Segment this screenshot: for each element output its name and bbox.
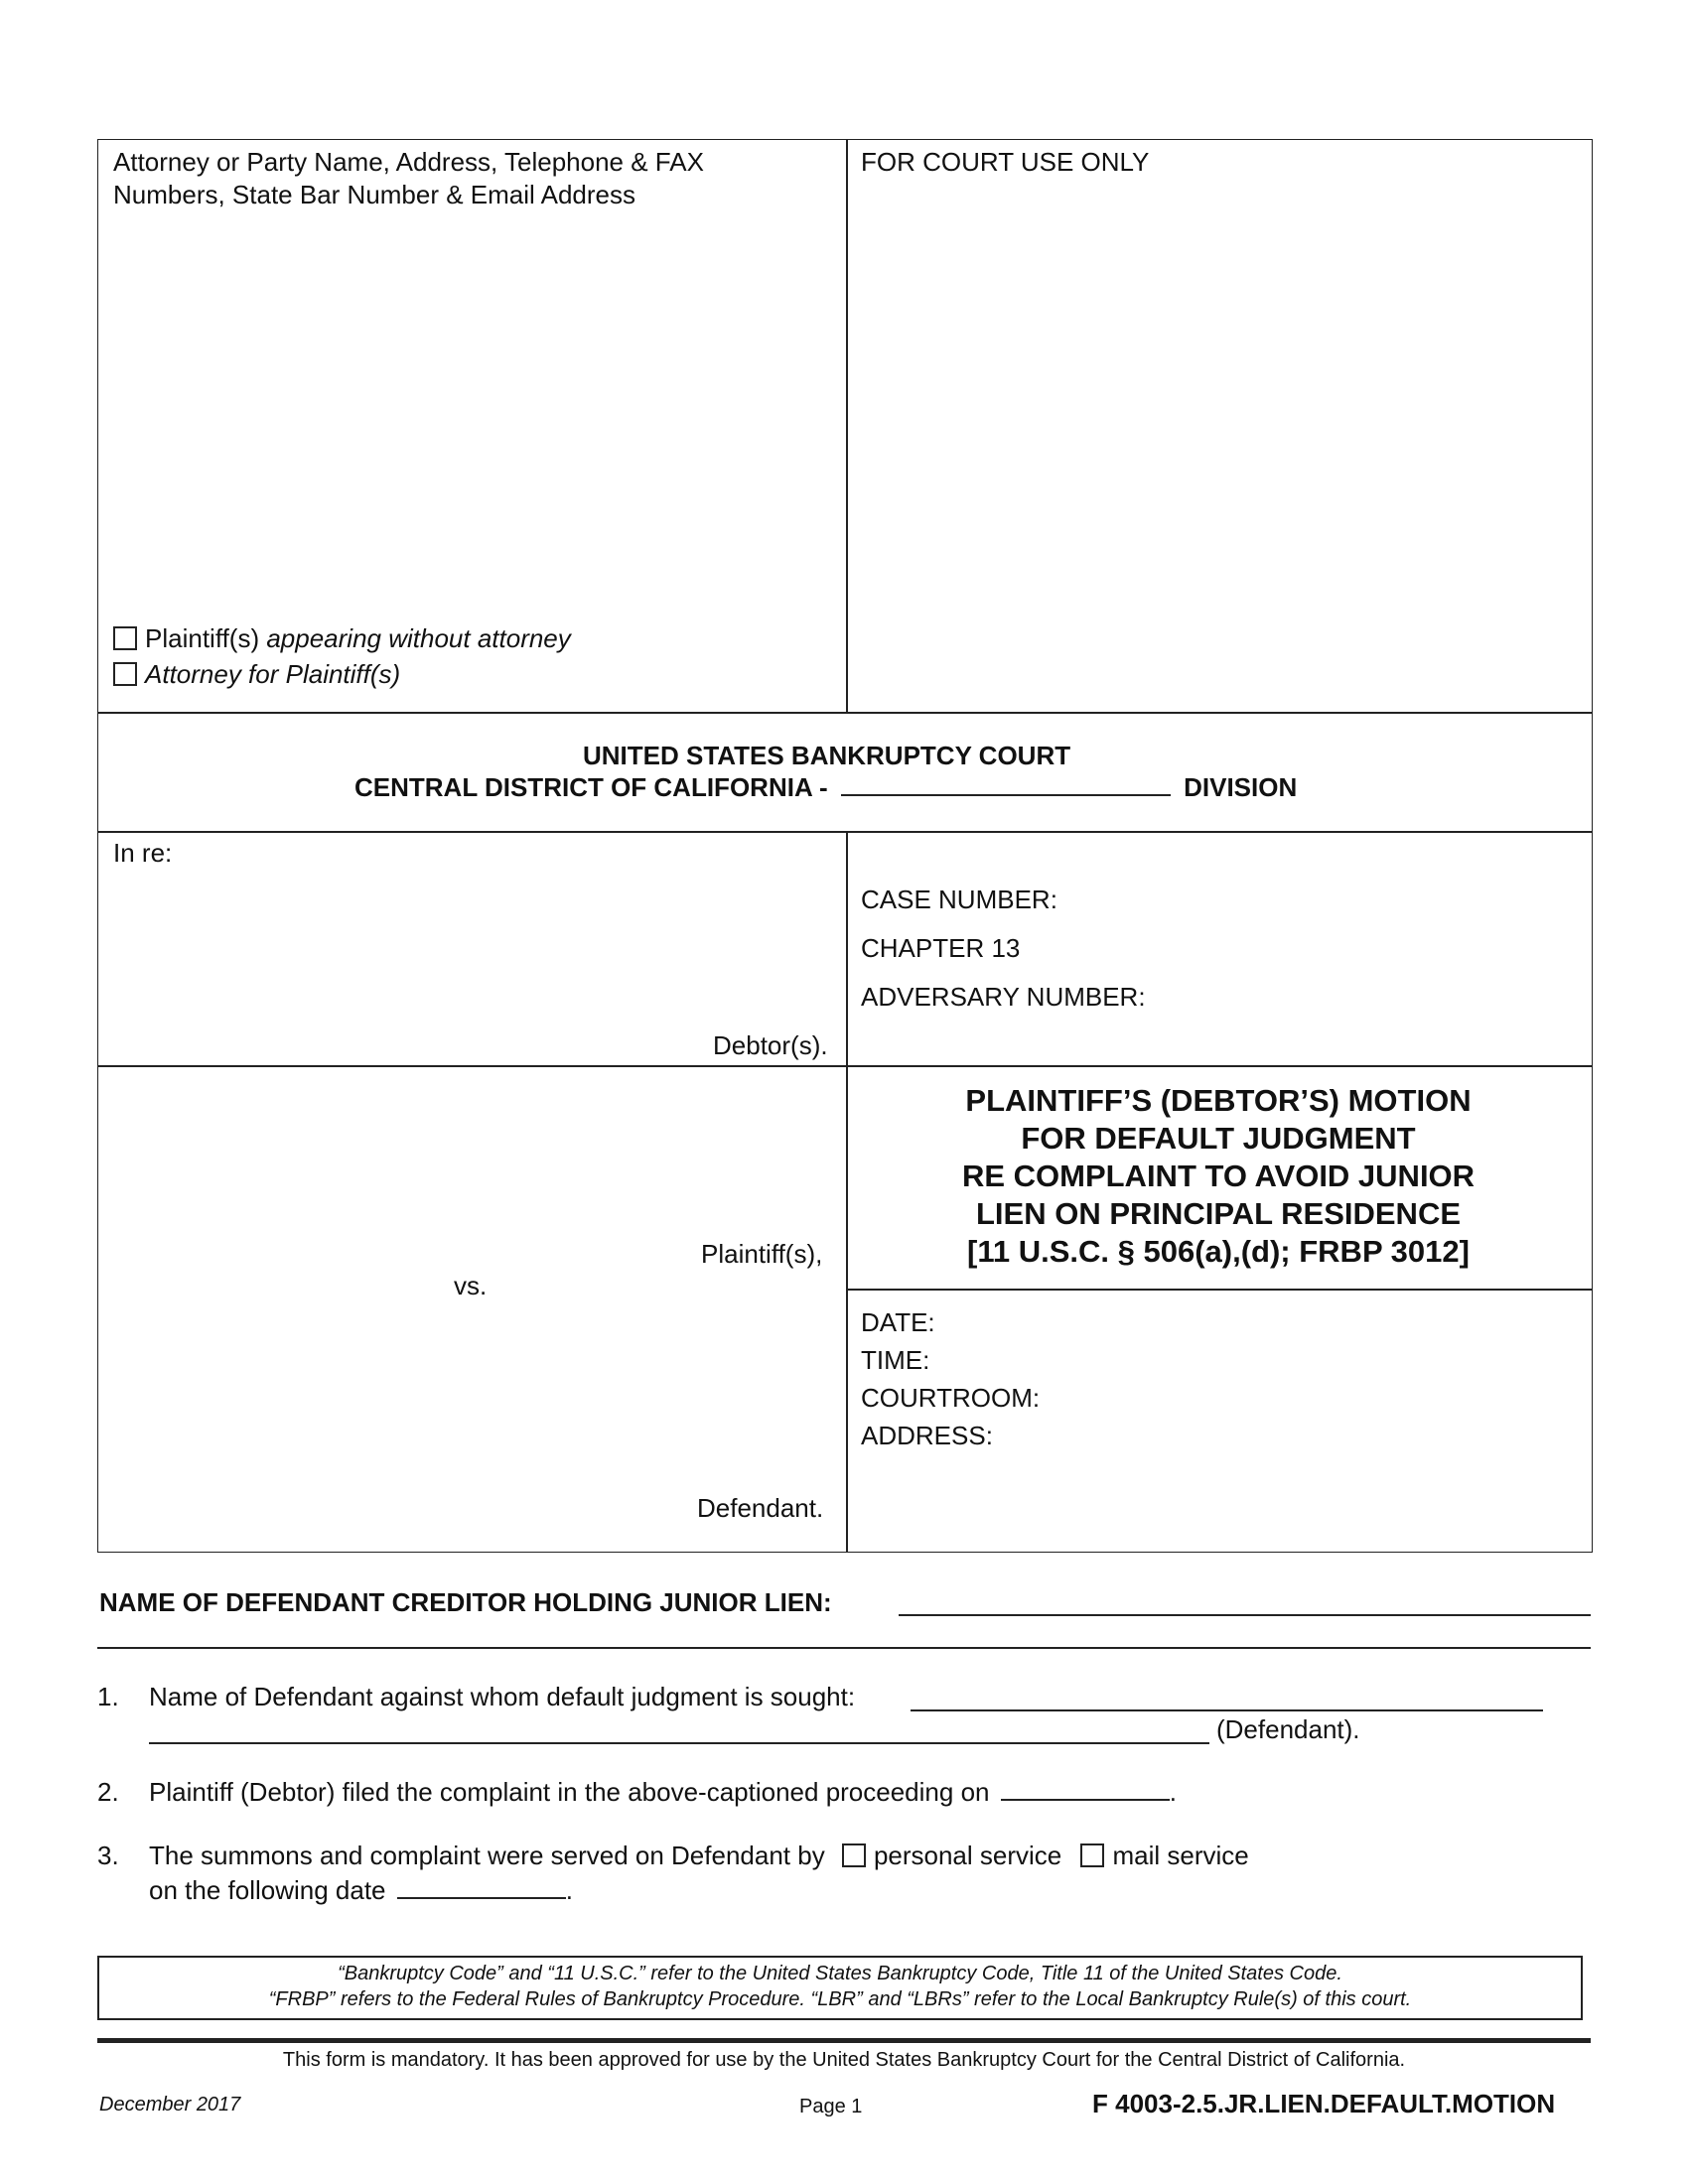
item3-text (149, 1840, 1249, 1872)
caption-divider-top (846, 139, 848, 713)
caption-rule-2 (97, 831, 1593, 833)
court-use-label: FOR COURT USE ONLY (861, 147, 1150, 177)
definitions-line2: “FRBP” refers to the Federal Rules of Bankruptcy Procedure. “LBR” and “LBRs” refer to the Local Bankruptcy Rule(s) of this court. (268, 1988, 1412, 2010)
page-number: Page 1 (799, 2096, 863, 2117)
case-number-label: CASE NUMBER: (861, 885, 1057, 914)
item1-defendant-suffix: (Defendant). (1216, 1714, 1360, 1744)
court-district: CENTRAL DISTRICT OF CALIFORNIA - (354, 772, 828, 802)
form-date: December 2017 (99, 2094, 241, 2116)
personal-service-label: personal service (873, 1841, 1062, 1870)
complaint-filed-date-field[interactable] (1001, 1799, 1170, 1801)
title-line1: PLAINTIFF’S (DEBTOR’S) MOTION (965, 1083, 1472, 1118)
creditor-label: NAME OF DEFENDANT CREDITOR HOLDING JUNIOR LIEN: (99, 1587, 832, 1617)
caption-table (97, 139, 1593, 1553)
hearing-address-label: ADDRESS: (861, 1421, 993, 1450)
attorney-label-line2: Numbers, State Bar Number & Email Address (113, 180, 635, 209)
checkbox2-label: Attorney for Plaintiff(s) (145, 659, 401, 689)
creditor-name-field[interactable] (899, 1614, 1591, 1616)
caption-rule-4 (846, 1289, 1593, 1291)
checkbox1-label-b: appearing without attorney (266, 623, 571, 653)
court-division-suffix: DIVISION (1184, 772, 1298, 802)
item2-number: 2. (97, 1777, 119, 1807)
mandatory-notice: This form is mandatory. It has been approved for use by the United States Bankruptcy Court for the Central District of California. (282, 2049, 1406, 2071)
chapter-label: CHAPTER 13 (861, 933, 1021, 963)
service-date-label: on the following date (149, 1875, 386, 1905)
form-id: F 4003-2.5.JR.LIEN.DEFAULT.MOTION (1092, 2089, 1556, 2118)
item1-text: Name of Defendant against whom default judgment is sought: (149, 1682, 856, 1711)
in-re-label: In re: (113, 838, 173, 868)
checkbox-plaintiff-without-attorney[interactable] (113, 622, 571, 655)
mail-service-label: mail service (1112, 1841, 1249, 1870)
item2-label: Plaintiff (Debtor) filed the complaint in the above-captioned proceeding on (149, 1777, 990, 1807)
checkbox-mail-service[interactable] (1080, 1843, 1104, 1867)
motion-title (846, 1082, 1591, 1271)
checkbox-personal-service[interactable] (842, 1843, 866, 1867)
checkbox-icon[interactable] (113, 626, 137, 650)
caption-rule-3 (97, 1065, 1593, 1067)
item3-line2: on the following date . (149, 1875, 573, 1905)
creditor-rule (97, 1647, 1591, 1649)
footer-rule (97, 2038, 1591, 2043)
title-line5: [11 U.S.C. § 506(a),(d); FRBP 3012] (967, 1234, 1470, 1269)
attorney-label-line1: Attorney or Party Name, Address, Telephone & FAX (113, 147, 704, 177)
title-line4: LIEN ON PRINCIPAL RESIDENCE (975, 1196, 1462, 1231)
court-district-line (354, 771, 1297, 804)
title-line3: RE COMPLAINT TO AVOID JUNIOR (961, 1159, 1476, 1193)
defendant-label: Defendant. (697, 1493, 824, 1523)
checkbox-icon[interactable] (113, 662, 137, 686)
division-field[interactable] (841, 794, 1171, 796)
plaintiffs-label: Plaintiff(s), (701, 1239, 823, 1269)
vs-label: vs. (454, 1271, 488, 1300)
defendant-name-field-1[interactable] (911, 1709, 1543, 1711)
hearing-time-label: TIME: (861, 1345, 930, 1375)
item2-text: Plaintiff (Debtor) filed the complaint in the above-captioned proceeding on . (149, 1777, 1177, 1807)
service-date-field[interactable] (397, 1897, 566, 1899)
definitions-line1: “Bankruptcy Code” and “11 U.S.C.” refer to the United States Bankruptcy Code, Title 11 of the United States Code. (338, 1963, 1342, 1984)
item1-number: 1. (97, 1682, 119, 1711)
debtors-label: Debtor(s). (713, 1030, 828, 1060)
adversary-number-label: ADVERSARY NUMBER: (861, 982, 1146, 1012)
hearing-courtroom-label: COURTROOM: (861, 1383, 1041, 1413)
item3-label: The summons and complaint were served on Defendant by (149, 1841, 825, 1870)
hearing-date-label: DATE: (861, 1307, 935, 1337)
checkbox-attorney-for-plaintiff[interactable] (113, 658, 400, 691)
item3-number: 3. (97, 1841, 119, 1870)
checkbox1-label-a: Plaintiff(s) (145, 623, 260, 653)
court-name: UNITED STATES BANKRUPTCY COURT (583, 741, 1071, 770)
defendant-name-field-2[interactable] (149, 1742, 1209, 1744)
caption-rule-1 (97, 712, 1593, 714)
title-line2: FOR DEFAULT JUDGMENT (1021, 1121, 1416, 1156)
